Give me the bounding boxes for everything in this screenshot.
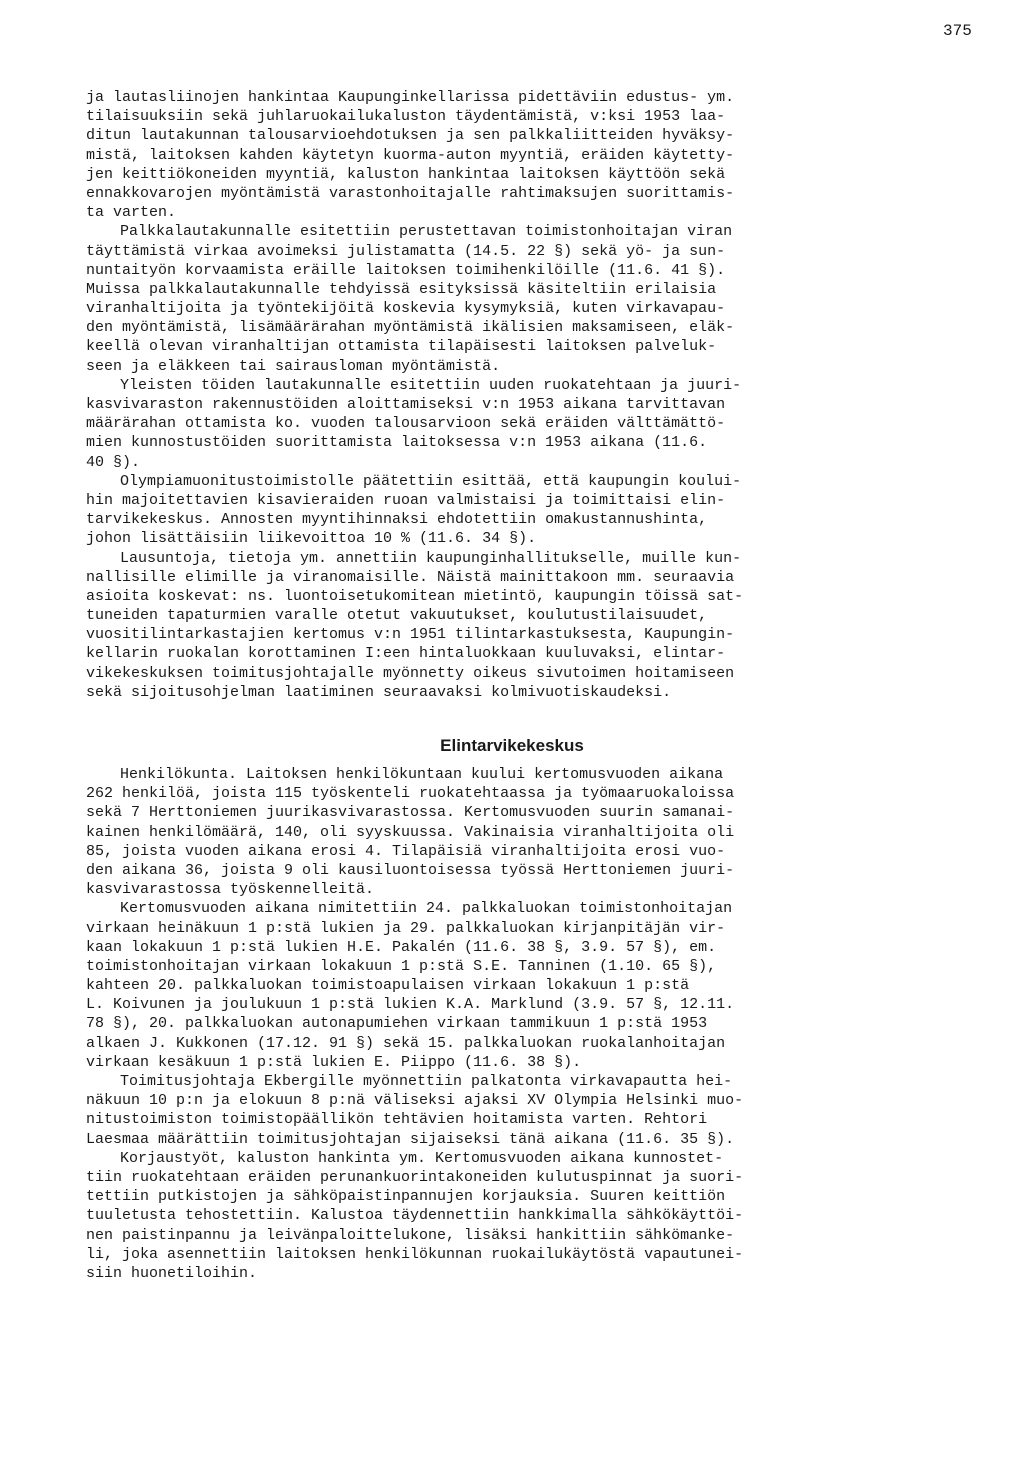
section-heading: Elintarvikekeskus (440, 736, 584, 755)
text-line: kahteen 20. palkkaluokan toimistoapulaisen virkaan lokakuun 1 p:stä (86, 977, 690, 995)
text-line: Henkilökunta. Laitoksen henkilökuntaan kuului kertomusvuoden aikana (120, 766, 724, 783)
text-line: keellä olevan viranhaltijan ottamista tilapäisesti laitoksen palveluk- (86, 338, 717, 356)
text-line: ditun lautakunnan talousarvioehdotuksen ja sen palkkaliitteiden hyväksy- (86, 127, 735, 145)
text-line: den aikana 36, joista 9 oli kausiluontoisessa työssä Herttoniemen juuri- (86, 861, 735, 879)
text-line: 40 §). (86, 453, 141, 471)
text-line: den myöntämistä, lisämäärärahan myöntämistä ikälisien maksamiseen, eläk- (86, 319, 735, 337)
text-block-top (86, 88, 966, 702)
text-line: Yleisten töiden lautakunnalle esitettiin uuden ruokatehtaan ja juuri- (120, 376, 742, 394)
text-line: tiin ruokatehtaan eräiden perunankuorintakoneiden kulutuspinnat ja suori- (86, 1168, 744, 1186)
text-line: nitustoimiston toimistopäällikön tehtävien hoitamista varten. Rehtori (86, 1111, 708, 1129)
text-line: nuntaityön korvaamista eräille laitoksen toimihenkilöille (11.6. 41 §). (86, 261, 726, 279)
text-line: Olympiamuonitustoimistolle päätettiin esittää, että kaupungin koului- (120, 472, 742, 490)
text-line: Laesmaa määrättiin toimitusjohtajan sijaiseksi tänä aikana (11.6. 35 §). (86, 1130, 735, 1148)
text-line: jen keittiökoneiden myyntiä, kaluston hankintaa laitoksen käyttöön sekä (86, 165, 726, 183)
text-line: kasvivarastossa työskennelleitä. (86, 881, 375, 899)
text-line: kainen henkilömäärä, 140, oli syyskuussa. Vakinaisia viranhaltijoita oli (86, 823, 735, 841)
text-line: 85, joista vuoden aikana erosi 4. Tilapäisiä viranhaltijoita erosi vuo- (86, 842, 726, 860)
text-line: tuneiden tapaturmien varalle otetut vakuutukset, koulutustilaisuudet, (86, 607, 708, 625)
text-line: Palkkalautakunnalle esitettiin perustettavan toimistonhoitajan viran (120, 223, 733, 241)
text-line: Toimitusjohtaja Ekbergille myönnettiin palkatonta virkavapautta hei- (120, 1073, 733, 1090)
text-line: asioita koskevat: ns. luontoisetukomitean mietintö, kaupungin töissä sat- (86, 587, 744, 605)
text-line: ja lautasliinojen hankintaa Kaupunginkellarissa pidettäviin edustus- ym. (86, 89, 735, 106)
text-line: nallisille elimille ja viranomaisille. Näistä mainittakoon mm. seuraavia (86, 568, 735, 586)
text-line: hin majoitettavien kisavieraiden ruoan valmistaisi ja toimittaisi elin- (86, 491, 726, 509)
text-line: kellarin ruokalan korottaminen I:een hintaluokkaan kuuluvaksi, elintar- (86, 645, 726, 663)
text-line: siin huonetiloihin. (86, 1264, 258, 1282)
page-number: 375 (943, 22, 972, 40)
text-line: näkuun 10 p:n ja elokuun 8 p:nä väliseksi ajaksi XV Olympia Helsinki muo- (86, 1092, 744, 1110)
text-line: Lausuntoja, tietoja ym. annettiin kaupunginhallitukselle, muille kun- (120, 549, 742, 567)
text-line: nen paistinpannu ja leivänpaloittelukone, lisäksi hankittiin sähkömanke- (86, 1226, 735, 1244)
text-line: määrärahan ottamista ko. vuoden talousarvioon sekä eräiden välttämättö- (86, 415, 726, 433)
text-line: seen ja eläkkeen tai sairausloman myöntämistä. (86, 357, 501, 375)
text-line: virkaan kesäkuun 1 p:stä lukien E. Piippo (11.6. 38 §). (86, 1053, 582, 1071)
text-line: toimistonhoitajan virkaan lokakuun 1 p:stä S.E. Tanninen (1.10. 65 §), (86, 957, 717, 975)
text-line: li, joka asennettiin laitoksen henkilökunnan ruokailukäytöstä vapautunei- (86, 1245, 744, 1263)
text-line: alkaen J. Kukkonen (17.12. 91 §) sekä 15. palkkaluokan ruokalanhoitajan (86, 1034, 726, 1052)
text-block-bottom (86, 765, 966, 1283)
text-line: virkaan heinäkuun 1 p:stä lukien ja 29. palkkaluokan kirjanpitäjän vir- (86, 919, 726, 937)
text-line: Korjaustyöt, kaluston hankinta ym. Kertomusvuoden aikana kunnostet- (120, 1149, 724, 1167)
text-line: ta varten. (86, 204, 177, 222)
text-line: tuuletusta tehostettiin. Kalustoa täydennettiin hankkimalla sähkökäyttöi- (86, 1207, 744, 1225)
text-line: mistä, laitoksen kahden käytetyn kuorma-auton myyntiä, eräiden käytetty- (86, 146, 735, 164)
text-line: mien kunnostustöiden suorittamista laitoksessa v:n 1953 aikana (11.6. (86, 434, 708, 452)
text-line: tilaisuuksiin sekä juhlaruokailukaluston täydentämistä, v:ksi 1953 laa- (86, 108, 726, 126)
text-line: sekä 7 Herttoniemen juurikasvivarastossa. Kertomusvuoden suurin samanai- (86, 804, 735, 822)
text-line: Kertomusvuoden aikana nimitettiin 24. palkkaluokan toimistonhoitajan (120, 900, 733, 918)
text-line: kasvivaraston rakennustöiden aloittamiseksi v:n 1953 aikana tarvittavan (86, 396, 726, 413)
text-line: viranhaltijoita ja työntekijöitä koskevia kysymyksiä, kuten virkavapau- (86, 300, 726, 318)
text-line: Muissa palkkalautakunnalle tehdyissä esityksissä käsiteltiin erilaisia (86, 280, 717, 298)
text-line: vikekeskuksen toimitusjohtajalle myönnetty oikeus sivutoimen hoitamiseen (86, 664, 735, 682)
text-line: sekä sijoitusohjelman laatiminen seuraavaksi kolmivuotiskaudeksi. (86, 683, 672, 701)
text-line: ennakkovarojen myöntämistä varastonhoitajalle rahtimaksujen suorittamis- (86, 184, 735, 202)
text-line: tettiin putkistojen ja sähköpaistinpannujen korjauksia. Suuren keittiön (86, 1188, 726, 1206)
text-line: täyttämistä virkaa avoimeksi julistamatta (14.5. 22 §) sekä yö- ja sun- (86, 242, 726, 260)
text-line: L. Koivunen ja joulukuun 1 p:stä lukien K.A. Marklund (3.9. 57 §, 12.11. (86, 996, 735, 1014)
text-line: tarvikekeskus. Annosten myyntihinnaksi ehdotettiin omakustannushinta, (86, 511, 708, 529)
text-line: vuositilintarkastajien kertomus v:n 1951 tilintarkastuksesta, Kaupungin- (86, 626, 735, 644)
text-line: kaan lokakuun 1 p:stä lukien H.E. Pakalén (11.6. 38 §, 3.9. 57 §), em. (86, 938, 717, 956)
text-line: 262 henkilöä, joista 115 työskenteli ruokatehtaassa ja työmaaruokaloissa (86, 785, 735, 803)
text-line: johon lisättäisiin liikevoittoa 10 % (11.6. 34 §). (86, 530, 537, 548)
text-line: 78 §), 20. palkkaluokan autonapumiehen virkaan tammikuun 1 p:stä 1953 (86, 1015, 708, 1033)
